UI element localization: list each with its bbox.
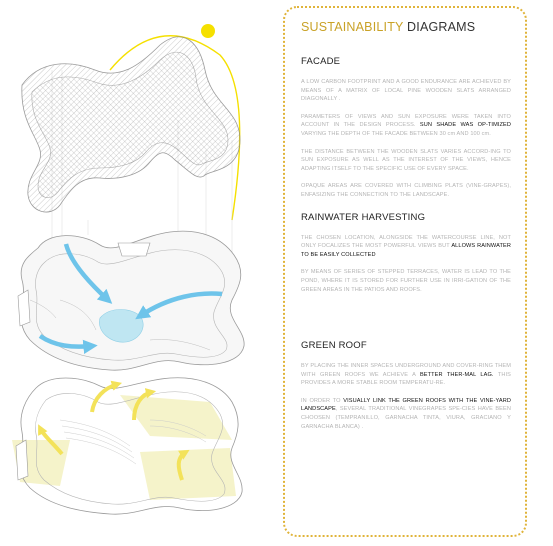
body-text: BY MEANS OF SERIES OF STEPPED TERRACES, WATER IS LEAD TO THE POND, WHERE IT IS STORED FOR FURTHER USE IN IRRI-GATION OF THE GREEN AREAS IN THE PATIOS AND ROOFS. xyxy=(301,269,511,293)
highlighted-text: ALLOWS RAINWATER TO BE EASILY COLLECTED xyxy=(301,243,511,258)
body-text: , SEVERAL TRADITIONAL VINEGRAPES SPE-CIES HAVE BEEN CHOOSEN (TEMPRANILLO, GARNACHA TINTA, VIURA, GRACIANO Y GARNACHA BLANCA) . xyxy=(301,406,511,430)
highlighted-text: BETTER THER-MAL LAG. xyxy=(419,371,494,378)
body-text: OPAQUE AREAS ARE COVERED WITH CLIMBING PLATS (VINE-GRAPES), ENFASIZING THE CONNECTION TO THE LANDSCAPE. xyxy=(301,183,511,198)
body-text: PARAMETERS OF VIEWS AND SUN EXPOSURE WERE TAKEN INTO ACCOUNT IN THE DESIGN PROCESS. xyxy=(301,113,511,129)
body-text: A LOW CARBON FOOTPRINT AND A GOOD ENDURANCE ARE ACHIEVED BY MEANS OF A MATRIX OF LOCAL PINE WOODEN SLATS ARRANGED DIAGONALLY . xyxy=(301,79,511,103)
panel-title xyxy=(301,20,511,34)
facade-layer xyxy=(22,37,240,212)
title-rest: DIAGRAMS xyxy=(403,20,476,34)
sustainability-text-panel xyxy=(283,6,527,537)
section-heading-rainwater: RAINWATER HARVESTING xyxy=(301,211,426,223)
section-body-facade xyxy=(299,78,511,200)
body-text: IN ORDER TO xyxy=(301,397,344,404)
paragraph xyxy=(301,268,511,294)
paragraph xyxy=(301,78,511,104)
paragraph xyxy=(301,182,511,199)
paragraph xyxy=(301,234,511,260)
rainwater-layer xyxy=(18,231,244,370)
highlighted-text: VISUALLY LINK THE GREEN ROOFS WITH THE VINE-YARD LANDSCAPE xyxy=(301,397,511,413)
section-body-rainwater xyxy=(299,234,511,295)
section-heading-green-roof: GREEN ROOF xyxy=(301,340,367,352)
body-text: THIS PROVIDES A MORE STABLE ROOM TEMPERATU-RE. xyxy=(301,371,511,387)
body-text: BY PLACING THE INNER SPACES UNDERGROUND AND COVER-RING THEM WITH GREEN ROOFS WE ACHIEVE A xyxy=(301,363,511,378)
paragraph xyxy=(301,113,511,139)
paragraph xyxy=(301,148,511,174)
body-text: VARYING THE DEPTH OF THE FACADE BETWEEN 30 cm AND 100 cm. xyxy=(301,130,491,137)
paragraph xyxy=(301,362,511,388)
paragraph xyxy=(301,397,511,431)
title-accent: SUSTAINABILITY xyxy=(301,20,404,34)
section-heading-facade: FACADE xyxy=(301,56,341,67)
green-roof-layer xyxy=(12,378,242,514)
section-body-green-roof xyxy=(299,362,511,431)
sun-icon xyxy=(201,24,215,38)
body-text: THE CHOSEN LOCATION, ALONGSIDE THE WATERCOURSE LINE, NOT ONLY FOCALIZES THE MOST POWERFUL VIEWS BUT xyxy=(301,234,511,250)
highlighted-text: SUN SHADE WAS OP-TIMIZED xyxy=(419,122,511,129)
body-text: THE DISTANCE BETWEEN THE WOODEN SLATS VARIES ACCORD-ING TO SUN EXPOSURE AS WELL AS THE INTEREST OF THE VIEWS, HENCE ADAPTING ITSELF TO THE SPECIFIC USE OF EVERY SPACE. xyxy=(301,148,511,172)
